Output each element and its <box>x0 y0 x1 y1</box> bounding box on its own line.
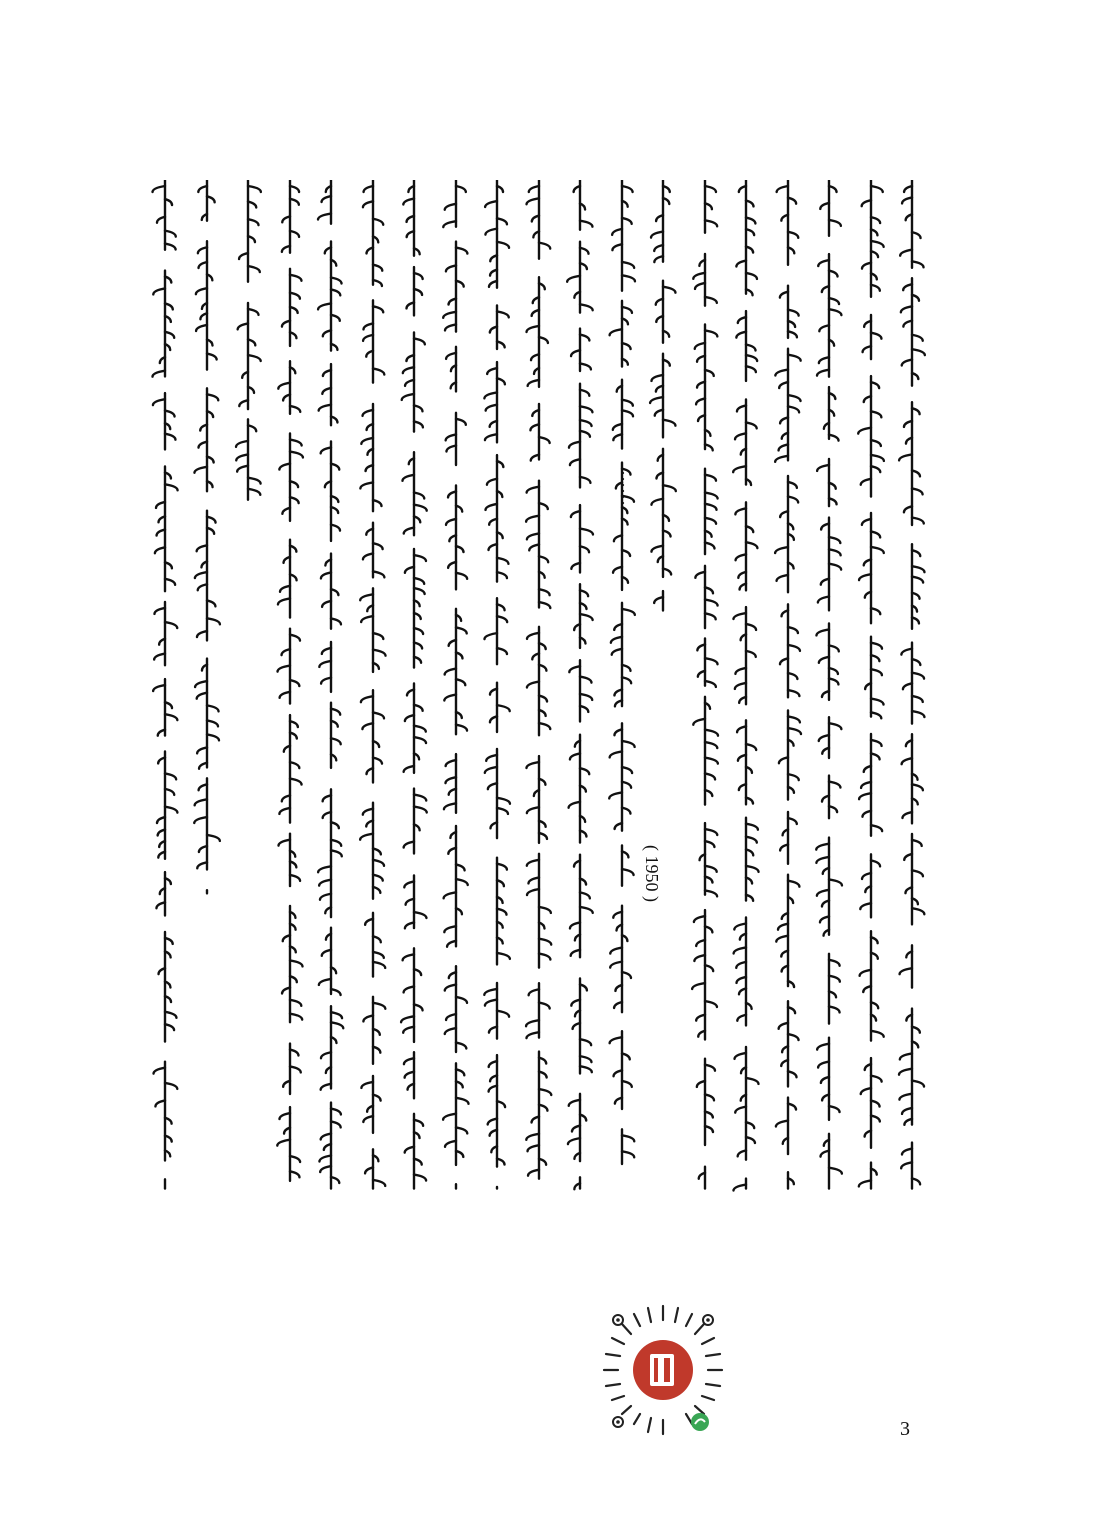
text-column <box>192 180 222 1410</box>
year-mark: ( 1950 ) <box>642 845 662 902</box>
ellipsis-mark: …… <box>618 470 638 506</box>
text-column <box>316 180 346 1410</box>
text-column <box>814 180 844 1410</box>
text-column <box>524 180 554 1410</box>
text-column <box>856 180 886 1410</box>
text-column <box>150 180 180 1410</box>
text-column <box>565 180 595 1410</box>
text-column <box>399 180 429 1410</box>
text-column <box>773 180 803 1410</box>
text-column <box>648 180 678 1410</box>
text-column <box>358 180 388 1410</box>
text-column <box>731 180 761 1410</box>
vertical-text-block <box>150 180 930 1410</box>
text-column <box>482 180 512 1410</box>
text-column <box>233 180 263 1410</box>
text-column <box>441 180 471 1410</box>
page-number: 3 <box>900 1418 910 1440</box>
text-column <box>275 180 305 1410</box>
mini-program-qr-icon[interactable] <box>588 1298 738 1448</box>
text-column <box>897 180 927 1410</box>
text-column <box>607 180 637 1410</box>
text-column <box>690 180 720 1410</box>
